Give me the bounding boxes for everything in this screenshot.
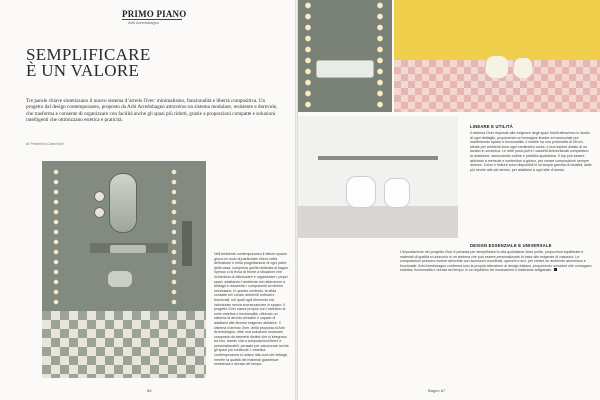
photo-light-bulbs <box>304 0 312 112</box>
photo-floor-tiles <box>42 311 206 378</box>
photo-white-wall <box>298 116 458 206</box>
photo-white-bathroom <box>298 116 458 238</box>
section-subtitle: Arbi Arredobagno <box>128 20 160 25</box>
photo-bidet <box>514 58 532 78</box>
right-page <box>298 0 600 400</box>
photo-wc <box>486 56 508 78</box>
page-number-right: 67 <box>440 388 446 393</box>
photo-yellow-wall <box>394 0 600 60</box>
photo-bidet <box>384 178 410 208</box>
photo-yellow-bathroom <box>394 0 600 112</box>
subheading-1: LINEARE E UTILITÀ <box>470 124 513 129</box>
body-column-left: Nell’ambiente contemporaneo il fattore spazio gioca un ruolo di particolare rilievo nella definizione e nella progettazione di ogni parte della casa, compresa quella dedicata al bagno. Spesso ci si trova di fronte a situazioni che richiedono di ottimizzare e organizzare i propri spazi, adattando l’ambiente con attenzione a dettagli e riducendo i componenti al minimo necessario. In questo contesto, la sfida consiste nel creare ambienti ordinati e funzionali, nei quali ogni elemento sia valorizzato senza sovraccaricare lo spazio. Il progetto Over nasce proprio con l’obiettivo di unire estetica e funzionalità, offrendo un sistema di arredo versatile e capace di adattarsi alle diverse esigenze abitative. Il sistema d’arredo Over, della proposta di Arbi Arredobagno, offre una soluzione modulare composta da elementi distinti che si integrano tra loro, dando vita a composizioni libere e personalizzabili, pensate per valorizzare anche gli spazi più contenuti. L’estetica contemporanea si unisce alla cura dei dettagli, mentre la qualità dei materiali garantisce resistenza e durata nel tempo. <box>214 252 289 367</box>
subheading-2: DESIGN ESSENZIALE E UNIVERSALE <box>470 243 552 248</box>
headline <box>26 47 226 79</box>
body-column-right-2 <box>400 250 592 380</box>
photo-floor <box>298 206 458 238</box>
photo-green-washbasin <box>298 0 392 112</box>
photo-wc <box>346 176 376 208</box>
body-column-right-1: Il sistema Over risponde alle esigenze degli spazi ridotti attraverso lo studio di ogni dettaglio, proponendo un’immagine lineare ed essenziale pur mantenendo spazio e funzionalità. Il mobile ha una profondità di 28 cm, ideale per ambienti dove ogni centimetro conta, e può essere dotato di un lavabo in ceramica. Le ante push-pull e i cassetti ammortizzati completano la dotazione, assicurando ordine e praticità quotidiana. Il top può essere abbinato a mensole e contenitori a giorno, per creare composizioni sempre diverse. Colori e finiture sono disponibili in un’ampia gamma di tonalità, dalle più neutre alle più decise, per adattarsi a ogni stile d’arredo. <box>470 131 592 172</box>
photo-light-column <box>170 167 178 307</box>
bathroom-photo-green <box>42 161 206 378</box>
magazine-name: Bagno <box>428 388 440 393</box>
photo-towel <box>182 221 192 266</box>
page-number-left: 66 <box>147 388 152 393</box>
lead-paragraph: Tre parole chiave sintetizzano il nuovo sistema d’arredo Over: minimalismo, funzionalità e libertà compositiva. Un progetto dal design contemporaneo, proposto da Arbi Arredobagno attraverso un sistema modulare, resistente e durevole, che trasforma e consente di organizzare con facilità anche gli spazi più ridotti, grazie a proporzioni compatte e soluzioni intelligenti che ottimizzano estetica e praticità. <box>26 98 278 124</box>
photo-round-accessory <box>94 207 105 218</box>
end-mark <box>554 268 557 271</box>
headline-line-1: SEMPLIFICARE <box>26 45 151 64</box>
photo-shelf <box>318 156 438 160</box>
photo-mirror <box>109 173 137 233</box>
headline-line-2: È UN VALORE <box>26 61 140 80</box>
photo-toilet <box>108 271 132 287</box>
byline: di Federica Cianchini <box>26 141 64 146</box>
photo-round-accessory <box>94 191 105 202</box>
photo-light-bulbs <box>376 0 384 112</box>
footer-right <box>428 388 445 393</box>
photo-sink <box>110 245 146 253</box>
section-label: PRIMO PIANO <box>122 9 187 19</box>
body-column-right-2-text: L’impostazione del progetto Over è pensata per semplificare la vita quotidiana: linee pulite, proporzioni equilibrate e materiali di qualità si uniscono in un sistema che può essere personalizzato in base alle esigenze di ciascuno. Le composizioni possono essere arricchite con accessori coordinati, specchi e luci, per creare un ambiente armonioso e funzionale. Arbi Arredobagno conferma così la propria attenzione al design italiano, proponendo soluzioni che coniugano estetica, funzionalità e durata nel tempo, in un equilibrio tra innovazione e tradizione artigianale. <box>400 250 592 273</box>
photo-washbasin <box>316 60 374 78</box>
left-page <box>0 0 295 400</box>
photo-light-column <box>52 167 60 307</box>
